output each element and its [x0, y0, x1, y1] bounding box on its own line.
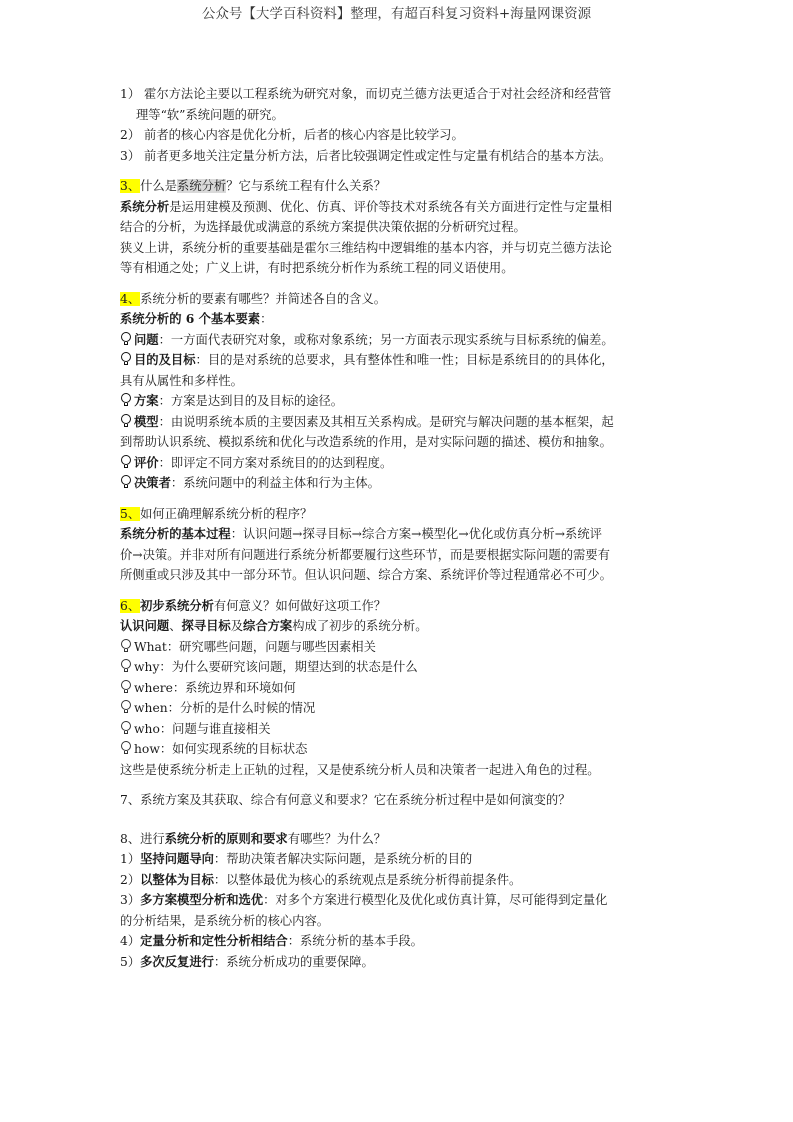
q6-item-where: where：系统边界和环境如何	[120, 678, 680, 699]
q5-number: 5、	[120, 506, 141, 521]
q8-bold: 系统分析的原则和要求	[164, 830, 288, 846]
q8-item-2: 2）以整体为目标：以整体最优为核心的系统观点是系统分析得前提条件。	[120, 871, 522, 887]
q6-text: 有何意义？如何做好这项工作？	[213, 598, 387, 613]
lightbulb-icon	[120, 454, 133, 470]
page-header: 公众号【大学百科资料】整理，有超百科复习资料+海量网课资源	[201, 6, 592, 22]
q6-item-when: when：分析的是什么时候的情况	[120, 698, 680, 719]
q6-number: 6、	[120, 598, 141, 613]
intro-line-3: 3） 前者更多地关注定量分析方法，后者比较强调定性或定性与定量有机结合的基本方法。	[120, 148, 612, 163]
q4-heading	[120, 289, 680, 310]
lightbulb-icon	[120, 474, 133, 490]
intro-line-1-cont: 理等“软”系统问题的研究。	[136, 107, 284, 122]
q3-para2-line2: 等有相通之处；广义上讲，有时把系统分析作为系统工程的同义语使用。	[120, 261, 514, 275]
q7-heading: 7、系统方案及其获取、综合有何意义和要求？它在系统分析过程中是如何演变的？	[120, 793, 571, 807]
q3-def-term: 系统分析	[120, 198, 170, 214]
q3-def-text: 是运用建模及预测、优化、仿真、评价等技术对系统各有关方面进行定性与定量相	[169, 199, 612, 214]
q4-title-bold: 系统分析的 6 个基本要素	[120, 311, 261, 326]
q4-item-model: 模型：由说明系统本质的主要因素及其相互关系构成。是研究与解决问题的基本框架，起	[120, 412, 680, 433]
lightbulb-icon	[120, 740, 133, 756]
q4-item-goal: 目的及目标：目的是对系统的总要求，具有整体性和唯一性；目标是系统目的的具体化，	[120, 350, 680, 371]
q6-item-what: What：研究哪些问题，问题与哪些因素相关	[120, 637, 680, 658]
q6-item-how: how：如何实现系统的目标状态	[120, 739, 680, 760]
q5-text: 如何正确理解系统分析的程序？	[140, 506, 313, 521]
lightbulb-icon	[120, 331, 133, 347]
q5-process: 系统分析的基本过程：认识问题→探寻目标→综合方案→模型化→优化或仿真分析→系统评	[120, 526, 602, 541]
q5-line3: 所侧重或只涉及其中一部分环节。但认识问题、综合方案、系统评价等过程通常必不可少。	[120, 568, 612, 582]
q3-para2-line1: 狭义上讲，系统分析的重要基础是霍尔三维结构中逻辑维的基本内容，并与切克兰德方法论	[120, 240, 612, 255]
q6-summary: 认识问题、探寻目标及综合方案构成了初步的系统分析。	[120, 618, 428, 633]
q5-line2: 价→决策。并非对所有问题进行系统分析都要履行这些环节，而是要根据实际问题的需要有	[120, 547, 610, 562]
document-body	[120, 84, 680, 972]
lightbulb-icon	[120, 658, 133, 674]
q5-heading	[120, 504, 680, 525]
q3-post: ？它与系统工程有什么关系？	[226, 179, 387, 193]
lightbulb-icon	[120, 699, 133, 715]
lightbulb-icon	[120, 679, 133, 695]
q6-item-who: who：问题与谁直接相关	[120, 719, 680, 740]
lightbulb-icon	[120, 413, 133, 429]
lightbulb-icon	[120, 638, 133, 654]
q4-item-decision-maker: 决策者：系统问题中的利益主体和行为主体。	[120, 473, 680, 494]
q6-closing: 这些是使系统分析走上正轨的过程，又是使系统分析人员和决策者一起进入角色的过程。	[120, 762, 600, 777]
q3-highlight: 系统分析	[177, 179, 227, 193]
q6-item-why: why：为什么要研究该问题，期望达到的状态是什么	[120, 657, 680, 678]
q3-definition	[120, 197, 680, 218]
q8-item-3: 3）多方案模型分析和选优：对多个方案进行模型化及优化或仿真计算，尽可能得到定量化	[120, 892, 608, 907]
lightbulb-icon	[120, 392, 133, 408]
q4-text: 系统分析的要素有哪些？并简述各自的含义。	[140, 291, 387, 306]
q8-heading: 8、进行系统分析的原则和要求有哪些？为什么？	[120, 830, 387, 846]
q3-number: 3、	[120, 179, 141, 193]
q8-item-5: 5）多次反复进行：系统分析成功的重要保障。	[120, 953, 374, 969]
q4-item-problem: 问题：一方面代表研究对象，或称对象系统；另一方面表示现实系统与目标系统的偏差。	[120, 330, 680, 351]
q5-process-term: 系统分析的基本过程	[120, 526, 231, 541]
q3-heading	[120, 176, 680, 197]
q4-item-evaluation: 评价：即评定不同方案对系统目的的达到程度。	[120, 453, 680, 474]
q3-def-line2: 结合的分析，为选择最优或满意的系统方案提供决策依据的分析研究过程。	[120, 220, 526, 234]
q4-item-goal-cont: 具有从属性和多样性。	[120, 373, 243, 388]
q6-questions-list	[120, 637, 680, 760]
q6-bold: 初步系统分析	[140, 597, 214, 613]
intro-line-2: 2） 前者的核心内容是优化分析，后者的核心内容是比较学习。	[120, 128, 464, 142]
lightbulb-icon	[120, 720, 133, 736]
q8-item-3-cont: 的分析结果，是系统分析的核心内容。	[120, 913, 330, 928]
q4-title: 系统分析的 6 个基本要素：	[120, 311, 273, 326]
q8-item-4: 4）定量分析和定性分析相结合：系统分析的基本手段。	[120, 933, 423, 948]
q4-elements-list	[120, 330, 680, 494]
q4-item-model-cont: 到帮助认识系统、模拟系统和优化与改造系统的作用，是对实际问题的描述、模仿和抽象。	[120, 435, 612, 449]
q8-principles-list	[120, 849, 680, 972]
intro-line-1: 1） 霍尔方法论主要以工程系统为研究对象，而切克兰德方法更适合于对社会经济和经营管	[120, 87, 612, 101]
q6-heading	[120, 596, 680, 617]
q8-item-1: 1）坚持问题导向：帮助决策者解决实际问题，是系统分析的目的	[120, 851, 473, 866]
q4-number: 4、	[120, 291, 141, 306]
lightbulb-icon	[120, 351, 133, 367]
q4-item-scheme: 方案：方案是达到目的及目标的途径。	[120, 391, 680, 412]
q3-pre: 什么是	[140, 179, 178, 193]
